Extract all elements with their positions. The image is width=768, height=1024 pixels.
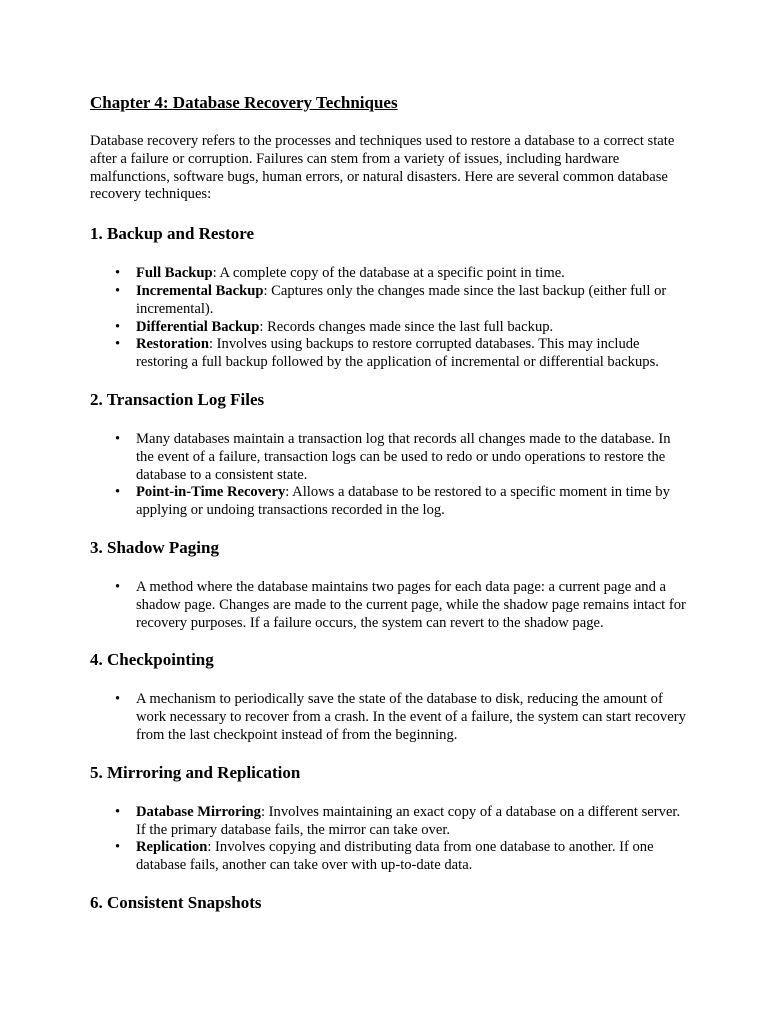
bullet-text: Many databases maintain a transaction log that records all changes made to the database. In the event of a failure, transaction logs can be used to redo or undo operations to restore the database to a consistent state. <box>136 430 671 483</box>
bullet-term: Database Mirroring <box>136 803 261 820</box>
list-item <box>136 579 686 632</box>
section-heading-checkpointing: 4. Checkpointing <box>90 650 214 670</box>
bullet-term: Differential Backup <box>136 318 260 335</box>
bullet-term: Restoration <box>136 336 209 353</box>
bullet-list-mirroring-replication <box>90 804 686 875</box>
section-heading-shadow-paging: 3. Shadow Paging <box>90 537 219 557</box>
bullet-list-backup-restore <box>90 265 686 372</box>
bullet-text: : Involves maintaining an exact copy of a database on a different server. If the primary database fails, the mirror can take over. <box>136 803 681 838</box>
section-heading-transaction-log: 2. Transaction Log Files <box>90 389 265 409</box>
bullet-term: Point-in-Time Recovery <box>136 484 286 501</box>
bullet-text: : A complete copy of the database at a specific point in time. <box>212 265 565 282</box>
intro-paragraph: Database recovery refers to the processes and techniques used to restore a database to a correct state after a failure or corruption. Failures can stem from a variety of issues, including hardware malfunctions, software bugs, human errors, or natural disasters. Here are several common database recovery techniques: <box>90 133 675 203</box>
bullet-text: : Records changes made since the last full backup. <box>259 318 554 335</box>
document-page <box>90 92 686 934</box>
list-item <box>136 319 686 337</box>
list-item <box>136 265 686 283</box>
list-item <box>136 691 686 744</box>
section-heading-backup-restore: 1. Backup and Restore <box>90 224 255 244</box>
bullet-text: : Captures only the changes made since the last backup (either full or incremental). <box>136 282 667 317</box>
list-item <box>136 431 686 484</box>
list-item <box>136 336 686 372</box>
list-item <box>136 804 686 840</box>
bullet-list-transaction-log <box>90 431 686 520</box>
bullet-list-shadow-paging <box>90 579 686 632</box>
section-heading-mirroring-replication: 5. Mirroring and Replication <box>90 762 301 782</box>
bullet-term: Full Backup <box>136 265 213 282</box>
list-item <box>136 283 686 319</box>
list-item <box>136 484 686 520</box>
bullet-text: : Involves using backups to restore corrupted databases. This may include restoring a full backup followed by the application of incremental or differential backups. <box>136 336 659 371</box>
bullet-term: Incremental Backup <box>136 282 264 299</box>
bullet-text: : Involves copying and distributing data from one database to another. If one database fails, another can take over with up-to-date data. <box>136 839 654 874</box>
section-heading-consistent-snapshots: 6. Consistent Snapshots <box>90 892 262 912</box>
chapter-title: Chapter 4: Database Recovery Techniques <box>90 93 398 112</box>
bullet-text: : Allows a database to be restored to a specific moment in time by applying or undoing transactions recorded in the log. <box>136 484 670 519</box>
bullet-list-checkpointing <box>90 691 686 744</box>
bullet-text: A mechanism to periodically save the state of the database to disk, reducing the amount of work necessary to recover from a crash. In the event of a failure, the system can start recovery from the last checkpoint instead of from the beginning. <box>136 691 686 743</box>
list-item <box>136 839 686 875</box>
bullet-term: Replication <box>136 839 208 856</box>
bullet-text: A method where the database maintains two pages for each data page: a current page and a shadow page. Changes are made to the current page, while the shadow page remains intact for recovery purposes. If a failure occurs, the system can revert to the shadow page. <box>136 578 686 631</box>
